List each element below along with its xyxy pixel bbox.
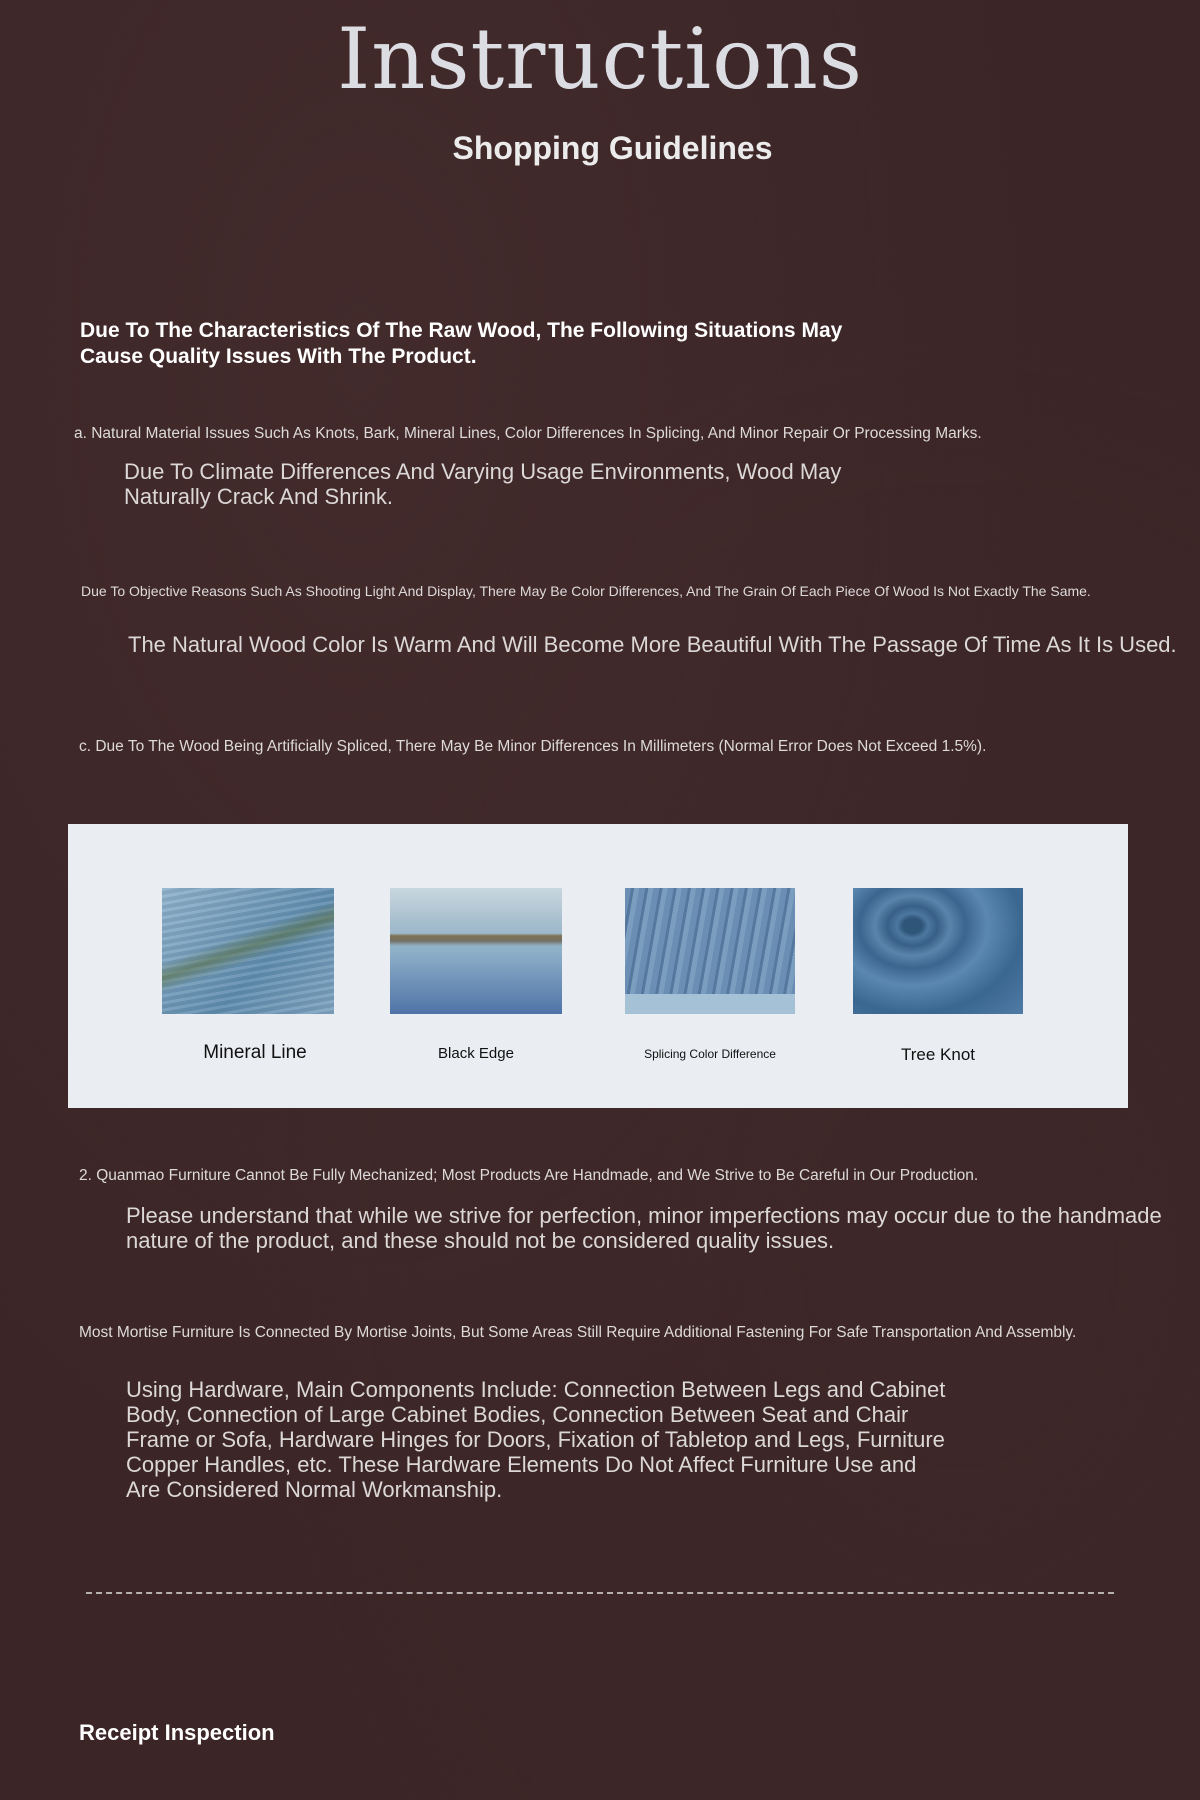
tree-knot-image [853,888,1023,1014]
hardware-text: Using Hardware, Main Components Include: Connection Between Legs and Cabinet Body, Connection of Large Cabinet Bodies, Connection Between Seat and Chair Frame or Sofa, Hardware Hinges for Doors, Fixation of Tabletop and Legs, Furniture Copper Handles, etc. These Hardware Elements Do Not Affect Furniture Use and Are Considered Normal Workmanship. [126,1377,946,1502]
point-c-text: c. Due To The Wood Being Artificially Spliced, There May Be Minor Differences In Millimeters (Normal Error Does Not Exceed 1.5%). [79,738,987,755]
receipt-inspection-heading: Receipt Inspection [79,1720,275,1745]
mortise-text: Most Mortise Furniture Is Connected By Mortise Joints, But Some Areas Still Require Additional Fastening For Safe Transportation And Assembly. [79,1324,1077,1341]
point-b-note: The Natural Wood Color Is Warm And Will Become More Beautiful With The Passage Of Time As It Is Used. [128,632,1177,657]
section-heading: Due To The Characteristics Of The Raw Wood, The Following Situations May Cause Quality Issues With The Product. [80,319,843,368]
point-a-note: Due To Climate Differences And Varying Usage Environments, Wood May Naturally Crack And Shrink. [124,459,842,509]
mineral-line-image [162,888,334,1014]
wood-examples-panel [68,824,1128,1108]
tree-knot-caption: Tree Knot [900,1045,976,1064]
mineral-line-caption: Mineral Line [203,1042,307,1063]
black-edge-image [390,888,562,1014]
section2-note: Please understand that while we strive for perfection, minor imperfections may occur due to the handmade nature of the product, and these should not be considered quality issues. [126,1203,1162,1253]
section2-point: 2. Quanmao Furniture Cannot Be Fully Mechanized; Most Products Are Handmade, and We Strive to Be Careful in Our Production. [79,1167,979,1184]
page-title: Instructions [337,10,863,108]
page-subtitle: Shopping Guidelines [452,130,773,166]
point-a-text: a. Natural Material Issues Such As Knots, Bark, Mineral Lines, Color Differences In Splicing, And Minor Repair Or Processing Marks. [74,425,982,442]
dashed-divider [86,1592,1114,1594]
black-edge-caption: Black Edge [438,1045,514,1062]
splicing-color-difference-image [625,888,795,1014]
point-b-text: Due To Objective Reasons Such As Shooting Light And Display, There May Be Color Differences, And The Grain Of Each Piece Of Wood Is Not Exactly The Same. [81,583,1091,599]
splicing-color-difference-caption: Splicing Color Difference [644,1047,776,1061]
